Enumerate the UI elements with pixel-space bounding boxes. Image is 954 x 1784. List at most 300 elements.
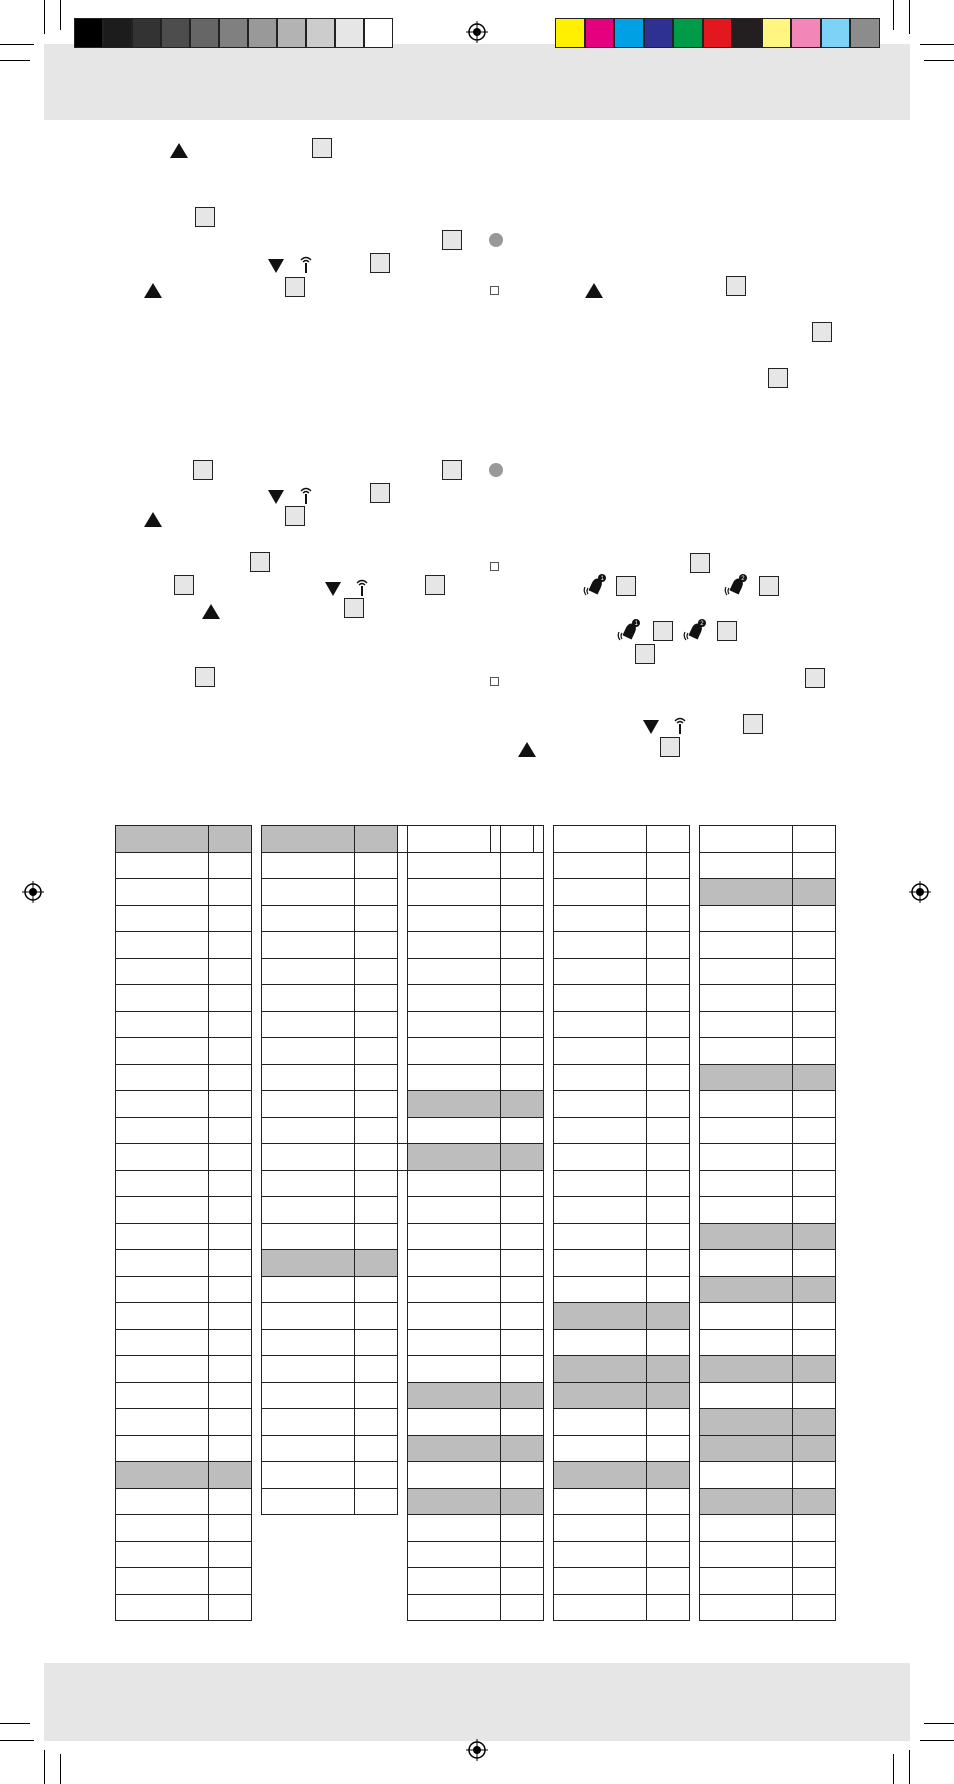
table-cell (262, 1276, 355, 1303)
table-cell (209, 1250, 252, 1277)
table-row (408, 1329, 544, 1356)
table-cell (209, 852, 252, 879)
table-cell (793, 1197, 836, 1224)
table-cell (793, 1356, 836, 1383)
table-row (700, 1223, 836, 1250)
table-cell (262, 826, 355, 853)
table-cell (793, 1144, 836, 1171)
table-row (116, 1568, 252, 1595)
triangle-up-icon (170, 143, 188, 158)
table-cell (554, 1303, 647, 1330)
table-cell (355, 826, 398, 853)
zone-table (407, 825, 544, 1621)
table-row (408, 1303, 544, 1330)
table-cell (262, 1038, 355, 1065)
table-cell (408, 1329, 501, 1356)
reference-box (174, 575, 194, 595)
table-cell (647, 1011, 690, 1038)
color-swatch (703, 18, 733, 48)
table-cell (262, 1117, 355, 1144)
table-cell (116, 1170, 209, 1197)
color-swatch (74, 18, 103, 48)
table-cell (647, 1488, 690, 1515)
table-row (408, 1409, 544, 1436)
table-cell (501, 1144, 544, 1171)
gray-circle-bullet-icon (489, 463, 503, 477)
table-cell (700, 1462, 793, 1489)
svg-text:2: 2 (741, 576, 745, 582)
table-cell (793, 1011, 836, 1038)
table-cell (647, 826, 690, 853)
table-cell (793, 1038, 836, 1065)
small-square-bullet-icon (490, 677, 499, 686)
table-row (116, 1435, 252, 1462)
table-row (554, 852, 690, 879)
table-row (700, 1435, 836, 1462)
reference-box (370, 253, 390, 273)
table-cell (647, 1329, 690, 1356)
table-row (700, 1329, 836, 1356)
table-cell (501, 985, 544, 1012)
table-cell (355, 1303, 398, 1330)
table-cell (793, 852, 836, 879)
table-cell (355, 879, 398, 906)
table-cell (700, 1117, 793, 1144)
reference-box (759, 576, 779, 596)
table-cell (262, 1144, 355, 1171)
table-cell (700, 1356, 793, 1383)
color-swatch (791, 18, 821, 48)
table-row (554, 1038, 690, 1065)
table-row (554, 826, 690, 853)
table-cell (793, 958, 836, 985)
table-cell (554, 1064, 647, 1091)
zone-table (553, 825, 690, 1621)
table-cell (355, 1091, 398, 1118)
table-cell (647, 1064, 690, 1091)
reference-box (726, 276, 746, 296)
table-cell (554, 1568, 647, 1595)
table-cell (554, 1011, 647, 1038)
table-cell (700, 932, 793, 959)
table-cell (647, 1038, 690, 1065)
table-cell (793, 1170, 836, 1197)
table-cell (647, 1594, 690, 1621)
table-cell (647, 932, 690, 959)
table-row (408, 1435, 544, 1462)
table-row (554, 1276, 690, 1303)
table-cell (793, 1409, 836, 1436)
table-cell (209, 1170, 252, 1197)
table-cell (647, 879, 690, 906)
table-cell (501, 1329, 544, 1356)
color-swatch (762, 18, 792, 48)
table-cell (209, 1594, 252, 1621)
table-cell (209, 1223, 252, 1250)
table-cell (355, 1170, 398, 1197)
color-swatch (219, 18, 248, 48)
table-cell (647, 1462, 690, 1489)
table-cell (116, 1594, 209, 1621)
table-row (700, 1144, 836, 1171)
table-cell (408, 1197, 501, 1224)
table-cell (408, 1038, 501, 1065)
table-row (554, 1356, 690, 1383)
table-cell (793, 1091, 836, 1118)
reference-box (442, 460, 462, 480)
color-swatch (190, 18, 219, 48)
table-cell (116, 1462, 209, 1489)
triangle-up-icon (202, 604, 220, 619)
header-band (44, 44, 910, 120)
table-cell (116, 1250, 209, 1277)
table-cell (408, 1541, 501, 1568)
table-cell (501, 1435, 544, 1462)
table-cell (647, 1276, 690, 1303)
color-swatch (306, 18, 335, 48)
table-row (116, 1250, 252, 1277)
table-cell (408, 1091, 501, 1118)
table-cell (647, 905, 690, 932)
table-row (554, 1435, 690, 1462)
table-row (408, 985, 544, 1012)
small-square-bullet-icon (490, 562, 499, 571)
color-swatch (821, 18, 851, 48)
table-cell (116, 1197, 209, 1224)
table-cell (647, 1091, 690, 1118)
reference-box (344, 598, 364, 618)
table-cell (355, 852, 398, 879)
table-row (116, 1329, 252, 1356)
table-cell (793, 1462, 836, 1489)
table-cell (116, 879, 209, 906)
table-row (408, 1197, 544, 1224)
table-cell (647, 1303, 690, 1330)
reference-box (193, 460, 213, 480)
table-row (554, 1303, 690, 1330)
reference-box (285, 506, 305, 526)
triangle-up-icon (585, 283, 603, 298)
table-cell (355, 1144, 398, 1171)
table-row (408, 1382, 544, 1409)
table-row (116, 1223, 252, 1250)
alarm-2-bell-icon (723, 573, 749, 599)
table-row (554, 879, 690, 906)
reference-box (285, 277, 305, 297)
table-row (700, 958, 836, 985)
alarm-2-bell-icon (682, 618, 708, 644)
triangle-up-icon (144, 512, 162, 527)
reference-box (616, 576, 636, 596)
table-cell (408, 1382, 501, 1409)
table-cell (116, 905, 209, 932)
table-cell (647, 1409, 690, 1436)
table-row (408, 1594, 544, 1621)
table-cell (355, 1011, 398, 1038)
table-row (700, 1276, 836, 1303)
table-cell (262, 932, 355, 959)
table-row (116, 905, 252, 932)
table-cell (209, 1488, 252, 1515)
color-swatch (585, 18, 615, 48)
table-row (700, 1409, 836, 1436)
table-row (700, 826, 836, 853)
reference-box (442, 230, 462, 250)
table-cell (355, 1038, 398, 1065)
table-cell (408, 985, 501, 1012)
color-swatch (248, 18, 277, 48)
table-cell (116, 826, 209, 853)
table-row (700, 1197, 836, 1224)
table-row (554, 985, 690, 1012)
table-row (700, 1462, 836, 1489)
table-cell (700, 1170, 793, 1197)
table-cell (408, 1223, 501, 1250)
triangle-up-icon (144, 283, 162, 298)
table-cell (116, 1117, 209, 1144)
table-row (408, 1117, 544, 1144)
table-row (116, 879, 252, 906)
table-cell (554, 1276, 647, 1303)
table-cell (209, 1409, 252, 1436)
table-cell (501, 958, 544, 985)
table-cell (501, 1276, 544, 1303)
table-cell (262, 1488, 355, 1515)
table-row (700, 1011, 836, 1038)
table-cell (262, 958, 355, 985)
table-cell (793, 905, 836, 932)
color-swatch (161, 18, 190, 48)
table-row (408, 1568, 544, 1595)
table-row (116, 1170, 252, 1197)
table-cell (554, 1223, 647, 1250)
table-cell (116, 1515, 209, 1542)
table-cell (116, 1303, 209, 1330)
table-cell (209, 1329, 252, 1356)
table-cell (355, 1223, 398, 1250)
table-row (116, 1276, 252, 1303)
table-cell (501, 1011, 544, 1038)
table-cell (116, 1382, 209, 1409)
table-cell (700, 1594, 793, 1621)
table-cell (793, 879, 836, 906)
table-cell (793, 1329, 836, 1356)
table-cell (355, 1329, 398, 1356)
table-cell (262, 1435, 355, 1462)
table-row (700, 1117, 836, 1144)
table-row (700, 1170, 836, 1197)
zone-table (699, 825, 836, 1621)
color-swatch (277, 18, 306, 48)
color-swatch (732, 18, 762, 48)
table-cell (554, 826, 647, 853)
table-cell (700, 1382, 793, 1409)
triangle-down-icon (325, 582, 341, 596)
table-cell (209, 958, 252, 985)
table-cell (209, 1011, 252, 1038)
table-cell (554, 1091, 647, 1118)
table-cell (501, 1568, 544, 1595)
table-cell (209, 1515, 252, 1542)
table-row (700, 1356, 836, 1383)
reference-box (653, 621, 673, 641)
table-cell (408, 1409, 501, 1436)
table-cell (209, 879, 252, 906)
table-cell (554, 1038, 647, 1065)
table-row (116, 985, 252, 1012)
table-cell (262, 1462, 355, 1489)
table-cell (700, 1435, 793, 1462)
table-cell (647, 1382, 690, 1409)
reference-box (768, 368, 788, 388)
table-row (408, 1515, 544, 1542)
table-cell (355, 1409, 398, 1436)
table-row (700, 1250, 836, 1277)
table-row (700, 1488, 836, 1515)
table-cell (554, 1541, 647, 1568)
table-row (116, 1011, 252, 1038)
table-cell (647, 1250, 690, 1277)
table-cell (209, 1197, 252, 1224)
table-cell (355, 1462, 398, 1489)
table-row (408, 879, 544, 906)
table-cell (700, 958, 793, 985)
table-cell (209, 1117, 252, 1144)
table-cell (262, 1091, 355, 1118)
table-cell (501, 826, 544, 853)
table-row (700, 905, 836, 932)
table-cell (116, 1223, 209, 1250)
table-cell (355, 1382, 398, 1409)
table-cell (554, 1197, 647, 1224)
table-cell (501, 1382, 544, 1409)
registration-mark-icon (466, 21, 488, 43)
table-cell (647, 1170, 690, 1197)
table-row (408, 826, 544, 853)
table-cell (647, 1117, 690, 1144)
table-cell (700, 905, 793, 932)
table-cell (700, 1011, 793, 1038)
table-cell (554, 879, 647, 906)
table-row (408, 1091, 544, 1118)
table-cell (116, 985, 209, 1012)
table-cell (700, 1064, 793, 1091)
table-cell (793, 1223, 836, 1250)
table-cell (262, 1223, 355, 1250)
table-cell (209, 1091, 252, 1118)
table-cell (408, 1117, 501, 1144)
table-row (554, 1515, 690, 1542)
table-cell (501, 1064, 544, 1091)
table-cell (408, 852, 501, 879)
table-cell (501, 1091, 544, 1118)
table-cell (116, 1011, 209, 1038)
table-row (408, 1276, 544, 1303)
color-swatch (132, 18, 161, 48)
table-cell (647, 1435, 690, 1462)
table-cell (700, 1038, 793, 1065)
table-cell (793, 1250, 836, 1277)
table-row (554, 958, 690, 985)
antenna-icon (298, 255, 314, 273)
table-row (116, 852, 252, 879)
table-cell (793, 1435, 836, 1462)
table-cell (793, 1303, 836, 1330)
table-row (408, 958, 544, 985)
table-cell (501, 1223, 544, 1250)
table-cell (355, 958, 398, 985)
table-row (554, 1223, 690, 1250)
table-row (554, 1011, 690, 1038)
table-cell (793, 985, 836, 1012)
reference-box (312, 138, 332, 158)
table-cell (647, 1515, 690, 1542)
table-cell (700, 1515, 793, 1542)
zone-table (115, 825, 252, 1621)
table-cell (501, 905, 544, 932)
color-swatch (614, 18, 644, 48)
table-cell (408, 1356, 501, 1383)
reference-box (425, 575, 445, 595)
table-cell (209, 1382, 252, 1409)
antenna-icon (672, 716, 688, 734)
table-cell (793, 1568, 836, 1595)
table-cell (209, 826, 252, 853)
table-row (700, 1541, 836, 1568)
table-cell (408, 1435, 501, 1462)
table-row (408, 1250, 544, 1277)
table-row (116, 1488, 252, 1515)
table-cell (408, 1488, 501, 1515)
table-cell (554, 1329, 647, 1356)
table-cell (700, 879, 793, 906)
table-row (408, 1356, 544, 1383)
table-row (116, 1515, 252, 1542)
table-row (700, 985, 836, 1012)
table-row (408, 1541, 544, 1568)
table-row (700, 1038, 836, 1065)
table-cell (209, 1462, 252, 1489)
table-row (700, 1064, 836, 1091)
svg-text:1: 1 (634, 621, 638, 627)
reference-box (635, 644, 655, 664)
table-cell (647, 1144, 690, 1171)
svg-text:2: 2 (700, 621, 704, 627)
table-cell (408, 932, 501, 959)
table-cell (554, 1409, 647, 1436)
table-row (554, 1170, 690, 1197)
table-row (116, 1382, 252, 1409)
table-cell (209, 1435, 252, 1462)
table-cell (647, 1541, 690, 1568)
table-row (408, 1011, 544, 1038)
table-cell (209, 1541, 252, 1568)
table-cell (116, 1144, 209, 1171)
table-row (554, 1568, 690, 1595)
table-cell (116, 1541, 209, 1568)
table-cell (408, 1144, 501, 1171)
table-cell (700, 1409, 793, 1436)
table-cell (116, 1329, 209, 1356)
reference-box (717, 621, 737, 641)
reference-box (805, 668, 825, 688)
table-cell (793, 1541, 836, 1568)
table-row (408, 852, 544, 879)
table-cell (116, 1038, 209, 1065)
table-row (116, 826, 252, 853)
table-cell (501, 1409, 544, 1436)
table-cell (700, 1329, 793, 1356)
